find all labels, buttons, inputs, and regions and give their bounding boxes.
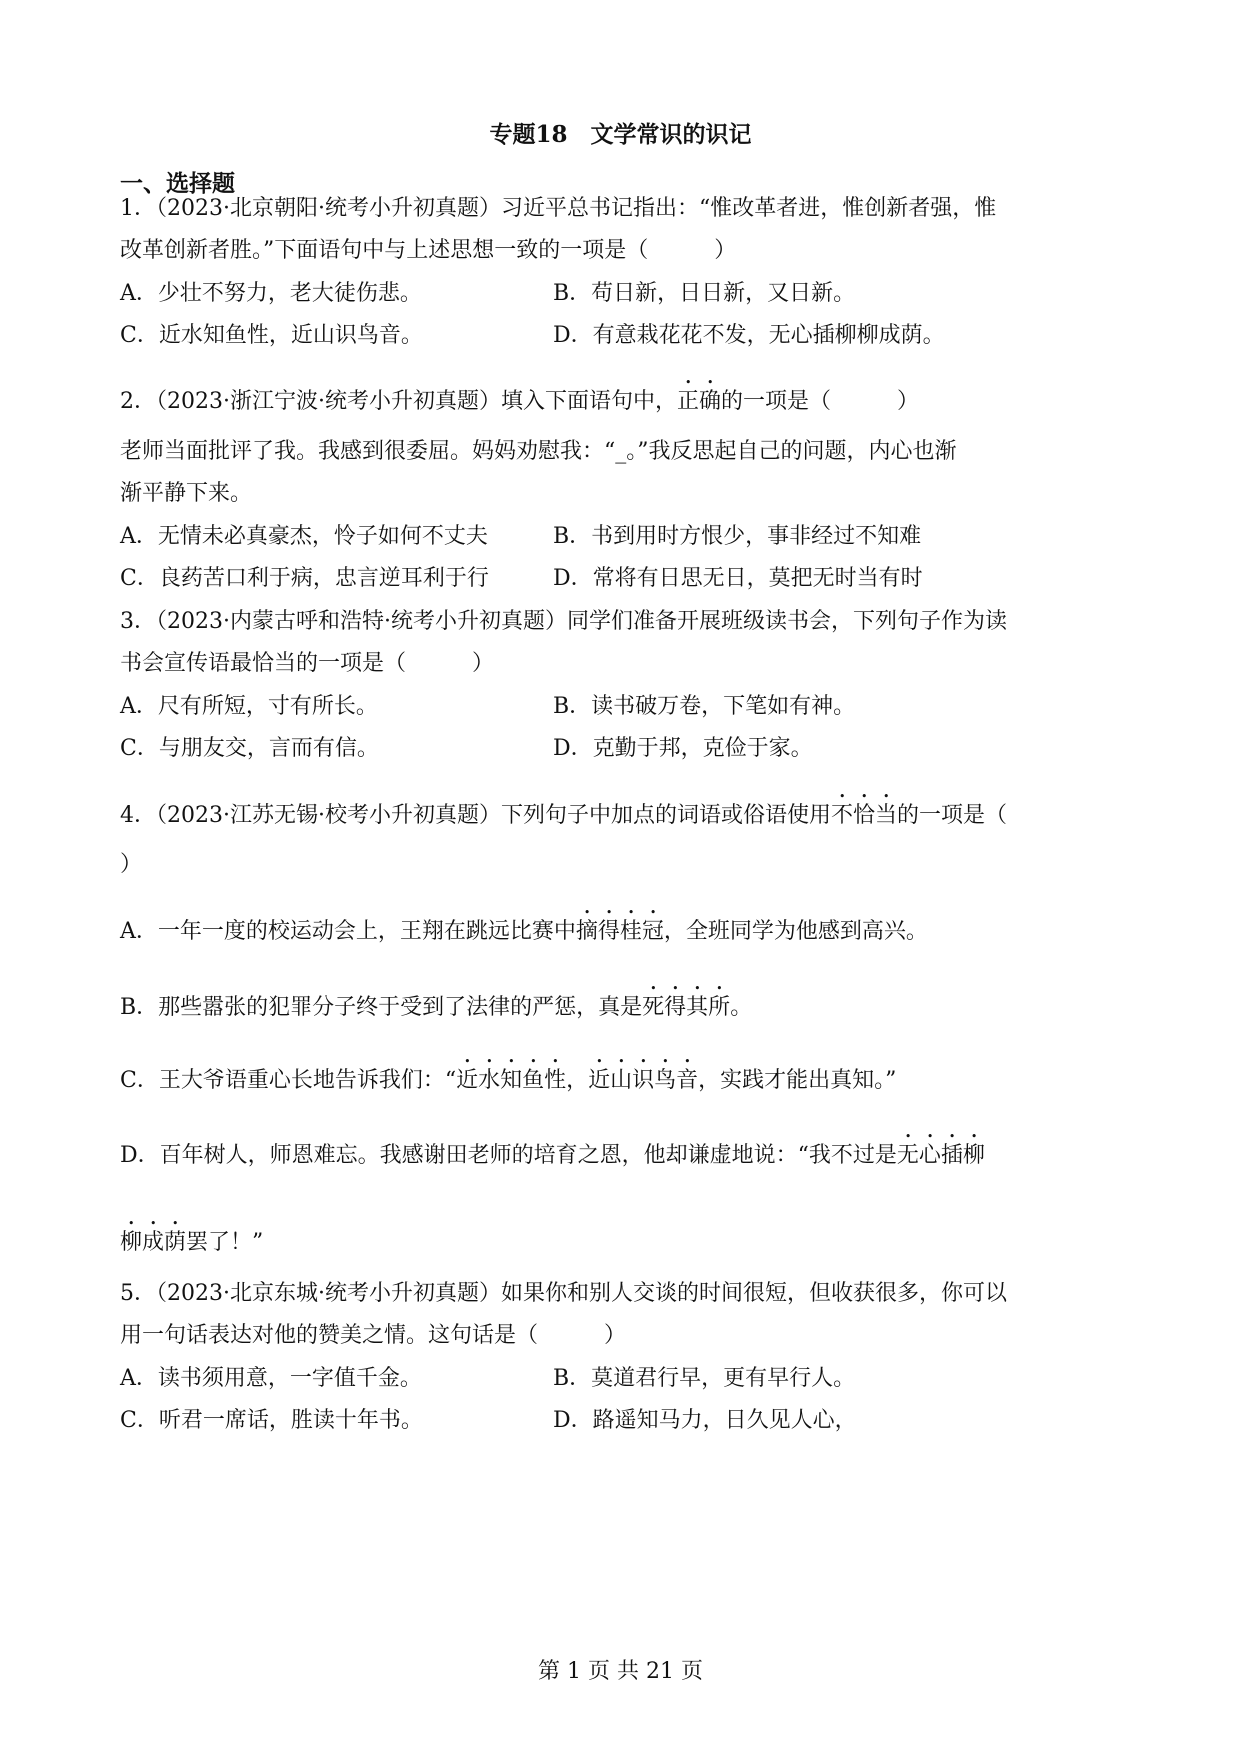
question-4-option-b-post: 。	[730, 995, 753, 1020]
question-4-option-a-pre: A．一年一度的校运动会上，王翔在跳远比赛中	[120, 919, 576, 944]
question-5-line-1: 5．（2023·北京东城·统考小升初真题）如果你和别人交谈的时间很短，但收获很多，你可以	[120, 1281, 1007, 1306]
question-2-stem-pre: 2．（2023·浙江宁波·统考小升初真题）填入下面语句中，	[120, 389, 677, 414]
question-2-option-c: C．良药苦口利于病，忠言逆耳利于行	[120, 566, 489, 591]
question-2-option-b: B．书到用时方恨少，事非经过不知难	[553, 524, 922, 549]
question-1-option-a: A．少壮不努力，老大徒伤悲。	[120, 281, 422, 306]
question-2-stem	[120, 376, 919, 418]
question-4-stem	[120, 790, 1007, 832]
question-4-option-c-post: ，实践才能出真知。”	[698, 1068, 897, 1093]
question-1-line-1: 1．（2023·北京朝阳·统考小升初真题）习近平总书记指出：“惟改革者进，惟创新者强，惟	[120, 196, 997, 221]
question-4-stem-line-2: ）	[120, 852, 143, 877]
question-3-line-2: 书会宣传语最恰当的一项是（ ）	[120, 651, 495, 676]
question-2-context-line-2: 渐平静下来。	[120, 481, 253, 506]
question-5-option-a: A．读书须用意，一字值千金。	[120, 1366, 422, 1391]
question-4-option-d-post: 罢了！”	[186, 1230, 264, 1255]
question-4-stem-post: 的一项是（	[897, 803, 1008, 828]
question-4-option-a	[120, 906, 928, 948]
question-4-stem-pre: 4．（2023·江苏无锡·校考小升初真题）下列句子中加点的词语或俗语使用	[120, 803, 831, 828]
question-5-option-d: D．路遥知马力，日久见人心，	[553, 1408, 857, 1433]
question-1-option-b: B．苟日新，日日新，又日新。	[553, 281, 856, 306]
page-footer: 第 1 页 共 21 页	[538, 1659, 703, 1684]
question-4-option-b-pre: B．那些嚣张的犯罪分子终于受到了法律的严惩，真是	[120, 995, 643, 1020]
question-4-option-d-emphasis: 无心插柳	[896, 1143, 985, 1168]
question-4-option-b-emphasis: 死得其所	[642, 995, 731, 1020]
question-4-option-d-emphasis-2: 柳成荫	[120, 1230, 187, 1255]
question-3-option-c: C．与朋友交，言而有信。	[120, 736, 379, 761]
question-4-option-d-pre: D．百年树人，师恩难忘。我感谢田老师的培育之恩，他却谦虚地说：“我不过是	[120, 1143, 897, 1168]
question-1-line-2: 改革创新者胜。”下面语句中与上述思想一致的一项是（ ）	[120, 238, 737, 263]
question-4-emphasis: 不恰当	[830, 803, 897, 828]
question-3-line-1: 3．（2023·内蒙古呼和浩特·统考小升初真题）同学们准备开展班级读书会，下列句子作为读	[120, 609, 1007, 634]
question-2-stem-post: 的一项是（ ）	[721, 389, 920, 414]
question-1-option-c: C．近水知鱼性，近山识鸟音。	[120, 323, 423, 348]
question-5-line-2: 用一句话表达对他的赞美之情。这句话是（ ）	[120, 1323, 627, 1348]
question-5-option-c: C．听君一席话，胜读十年书。	[120, 1408, 423, 1433]
question-3-option-a: A．尺有所短，寸有所长。	[120, 694, 378, 719]
question-3-option-b: B．读书破万卷，下笔如有神。	[553, 694, 856, 719]
question-2-option-d: D．常将有日思无日，莫把无时当有时	[553, 566, 923, 591]
question-4-option-c-emphasis: 近水知鱼性，近山识鸟音	[456, 1068, 699, 1093]
question-3-option-d: D．克勤于邦，克俭于家。	[553, 736, 813, 761]
question-4-option-d	[120, 1130, 985, 1172]
question-4-option-d-line-2	[120, 1217, 263, 1259]
question-4-option-c-pre: C．王大爷语重心长地告诉我们：“	[120, 1068, 457, 1093]
question-2-emphasis: 正确	[676, 389, 721, 414]
page-title: 专题18 文学常识的识记	[489, 121, 752, 148]
question-4-option-a-post: ，全班同学为他感到高兴。	[663, 919, 928, 944]
question-1-option-d: D．有意栽花花不发，无心插柳柳成荫。	[553, 323, 945, 348]
question-2-option-a: A．无情未必真豪杰，怜子如何不丈夫	[120, 524, 488, 549]
question-4-option-b	[120, 982, 752, 1024]
question-2-context-line-1: 老师当面批评了我。我感到很委屈。妈妈劝慰我：“_。”我反思起自己的问题，内心也渐	[120, 439, 957, 464]
section-heading: 一、选择题	[120, 170, 235, 197]
question-4-option-a-emphasis: 摘得桂冠	[575, 919, 664, 944]
question-5-option-b: B．莫道君行早，更有早行人。	[553, 1366, 856, 1391]
question-4-option-c	[120, 1055, 896, 1097]
